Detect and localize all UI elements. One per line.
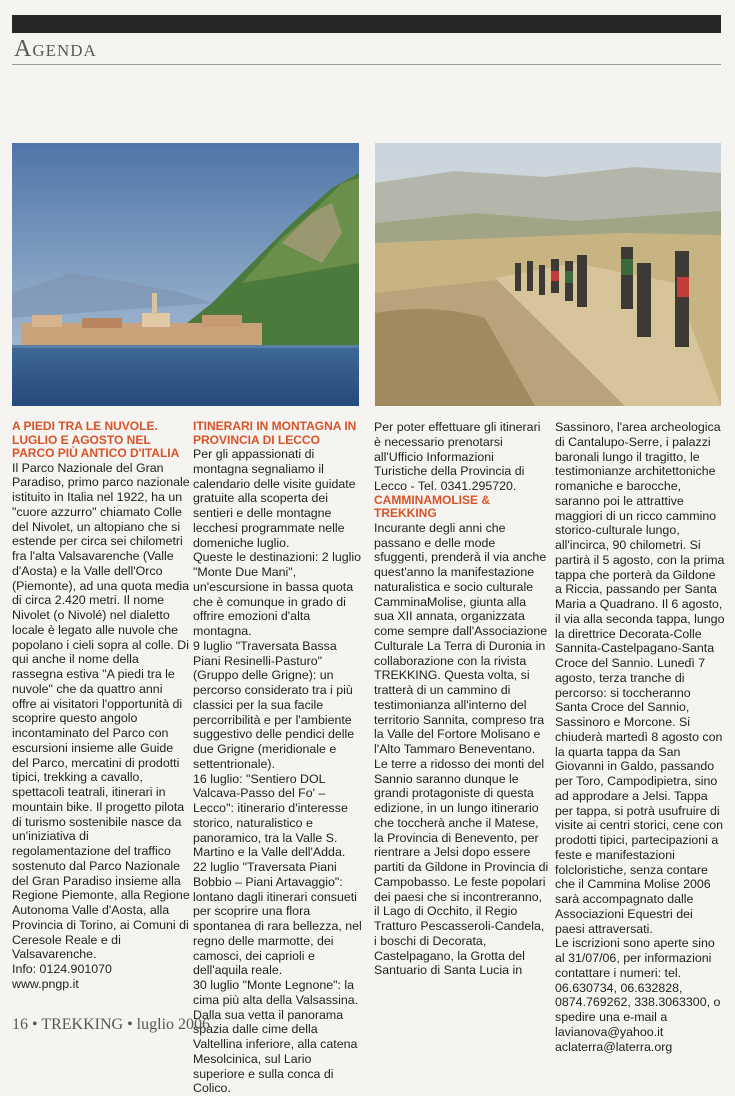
email-link[interactable]: lavianova@yahoo.it [555,1024,664,1039]
contact-info: Le iscrizioni sono aperte sino al 31/07/06, per informazioni contattare i numeri: tel. 06.630734, 06.632828, 0874.769262, 338.3063300, o spedire una e-mail a [555,936,721,1024]
article-lecco [193,420,365,1096]
article-camminamolise [374,420,549,978]
article-body: Incurante degli anni che passano e delle mode sfuggenti, prenderà il via anche quest'anno la manifestazione naturalistica e socio culturale CamminaMolise, giunta alla sua XII annata, organizzata come sempre dall'Associazione Culturale La Terra di Duronia in collaborazione con la rivista TREKKING. Questa volta, si tratterà di un cammino di testimonianza all'interno del territorio Sannita, compreso tra la Valle del Fortore Molisano e l'Alto Tammaro Beneventano. Le terre a ridosso dei monti del Sannio saranno dunque le grandi protagoniste di questa edizione, in un lungo itinerario che toccherà anche il Matese, la Provincia di Benevento, per rientrare a Jelsi dopo essere partiti da Gildone in Provincia di Campobasso. Le feste popolari dei paesi che si incontreranno, il Lago di Occhito, il Regio Tratturo Pescasseroli-Candela, i boschi di Decorata, Castelpagano, la Grotta del Santuario di Santa Lucia in [374,520,549,978]
article-title: CAMMINAMOLISE & TREKKING [374,492,490,521]
email-link[interactable]: aclaterra@laterra.org [555,1039,673,1054]
article-body: Per gli appassionati di montagna segnaliamo il calendario delle visite guidate gratuite alla scoperta dei sentieri e delle montagne lecchesi programmate nelle domeniche luglio. [193,447,356,550]
article-info: Info: 0124.901070 [12,962,112,976]
itinerary-line: 9 luglio "Traversata Bassa Piani Resinelli-Pasturo" (Gruppo delle Grigne): un percorso considerato tra i più classici per la sua facile percorribilità e per l'ambiente suggestivo delle pendici delle due Grigne (meridionale e settentrionale). [193,638,355,771]
article-body-continued: Sassinoro, l'area archeologica di Cantalupo-Serre, i palazzi baronali lungo il tragitto, le testimonianze architettoniche romaniche e barocche, saranno poi le attrattive maggiori di un ricco cammino storico-culturale lungo, all'incirca, 90 chilometri. Si partirà il 5 agosto, con la prima tappa che porterà da Gildone a Riccia, passando per Santa Maria a Quadrano. Il 6 agosto, il via alla seconda tappa, lungo la direttrice Decorata-Colle Sannita-Castelpagano-Santa Croce del Sannio. Lunedì 7 agosto, terza tranche di percorso: si toccheranno Santa Croce del Sannio, Sassinoro e Morcone. Si chiuderà martedì 8 agosto con la quarta tappa da San Giovanni in Galdo, passando per Toro, Campodipietra, sino ad approdare a Jelsi. Tappa per tappa, si potrà usufruire di visite ai centri storici, cene con prodotti tipici, partecipazioni a feste e manifestazioni folcloristiche, senza contare che il Cammina Molise 2006 sarà accompagnato dalle Associazioni Equestri dei paesi attraversati. [555,420,725,936]
article-title: A PIEDI TRA LE NUVOLE. LUGLIO E AGOSTO NEL PARCO PIÙ ANTICO D'ITALIA [12,419,180,460]
header-rule [12,64,721,65]
booking-info: Per poter effettuare gli itinerari è necessario prenotarsi all'Ufficio Informazioni Turistiche della Provincia di Lecco - Tel. 0341.295720. [374,420,541,493]
article-website-link[interactable]: www.pngp.it [12,976,79,991]
page-footer: 16 • TREKKING • luglio 2006 [12,1016,211,1033]
article-gran-paradiso [12,420,190,992]
hikers-photo [375,143,721,406]
itinerary-line: Queste le destinazioni: 2 luglio "Monte Due Mani", un'escursione in bassa quota che è comunque in grado di offrire emozioni d'alta montagna. [193,550,362,638]
header-bar [12,15,721,33]
section-title: Agenda [14,36,97,62]
article-title: ITINERARI IN MONTAGNA IN PROVINCIA DI LECCO [193,419,357,447]
itinerary-line: 30 luglio "Monte Legnone": la cima più alta della Valsassina. Dalla sua vetta il panorama spazia dalle cime della Valtellina inferiore, alla catena Mesolcinica, sul Lario superiore e sulla conca di Colico. [193,978,359,1096]
itinerary-line: 16 luglio: "Sentiero DOL Valcava-Passo del Fo' – Lecco": itinerario d'interesse storico, naturalistico e panoramico, tra la Valle S. Martino e la Valle dell'Adda. [193,771,348,860]
itinerary-line: 22 luglio "Traversata Piani Bobbio – Piani Artavaggio": lontano dagli itinerari consueti per scoprire una flora spontanea di rara bellezza, nel regno delle marmotte, dei camosci, dei caprioli e dell'aquila reale. [193,860,362,978]
article-camminamolise-continued [555,420,725,1054]
article-body: Il Parco Nazionale del Gran Paradiso, primo parco nazionale istituito in Italia nel 1922, ha un "cuore azzurro" chiamato Colle del Nivolet, un altopiano che si estende per circa sei chilometri fra l'alta Valsavarenche (Valle d'Aosta) e la Valle dell'Orco (Piemonte), ad una quota media di circa 2.420 metri. Il nome Nivolet (o Nivolé) nel dialetto locale è legato alle nuvole che popolano i cieli sopra al colle. Di qui anche il nome della rassegna estiva "A piedi tra le nuvole" che da quattro anni offre ai visitatori l'opportunità di scoprire questo angolo incontaminato del Parco con escursioni insieme alle Guide del Parco, mercatini di prodotti tipici, trekking a cavallo, spettacoli teatrali, itinerari in mountain bike. Il progetto pilota di turismo sostenibile nasce da un'iniziativa di regolamentazione del traffico sostenuto dal Parco Nazionale del Gran Paradiso insieme alla Regione Piemonte, alla Regione Autonoma Valle d'Aosta, alla Provincia di Torino, ai Comuni di Ceresole Reale e di Valsavarenche. [12,460,190,962]
lake-village-photo [12,143,359,406]
